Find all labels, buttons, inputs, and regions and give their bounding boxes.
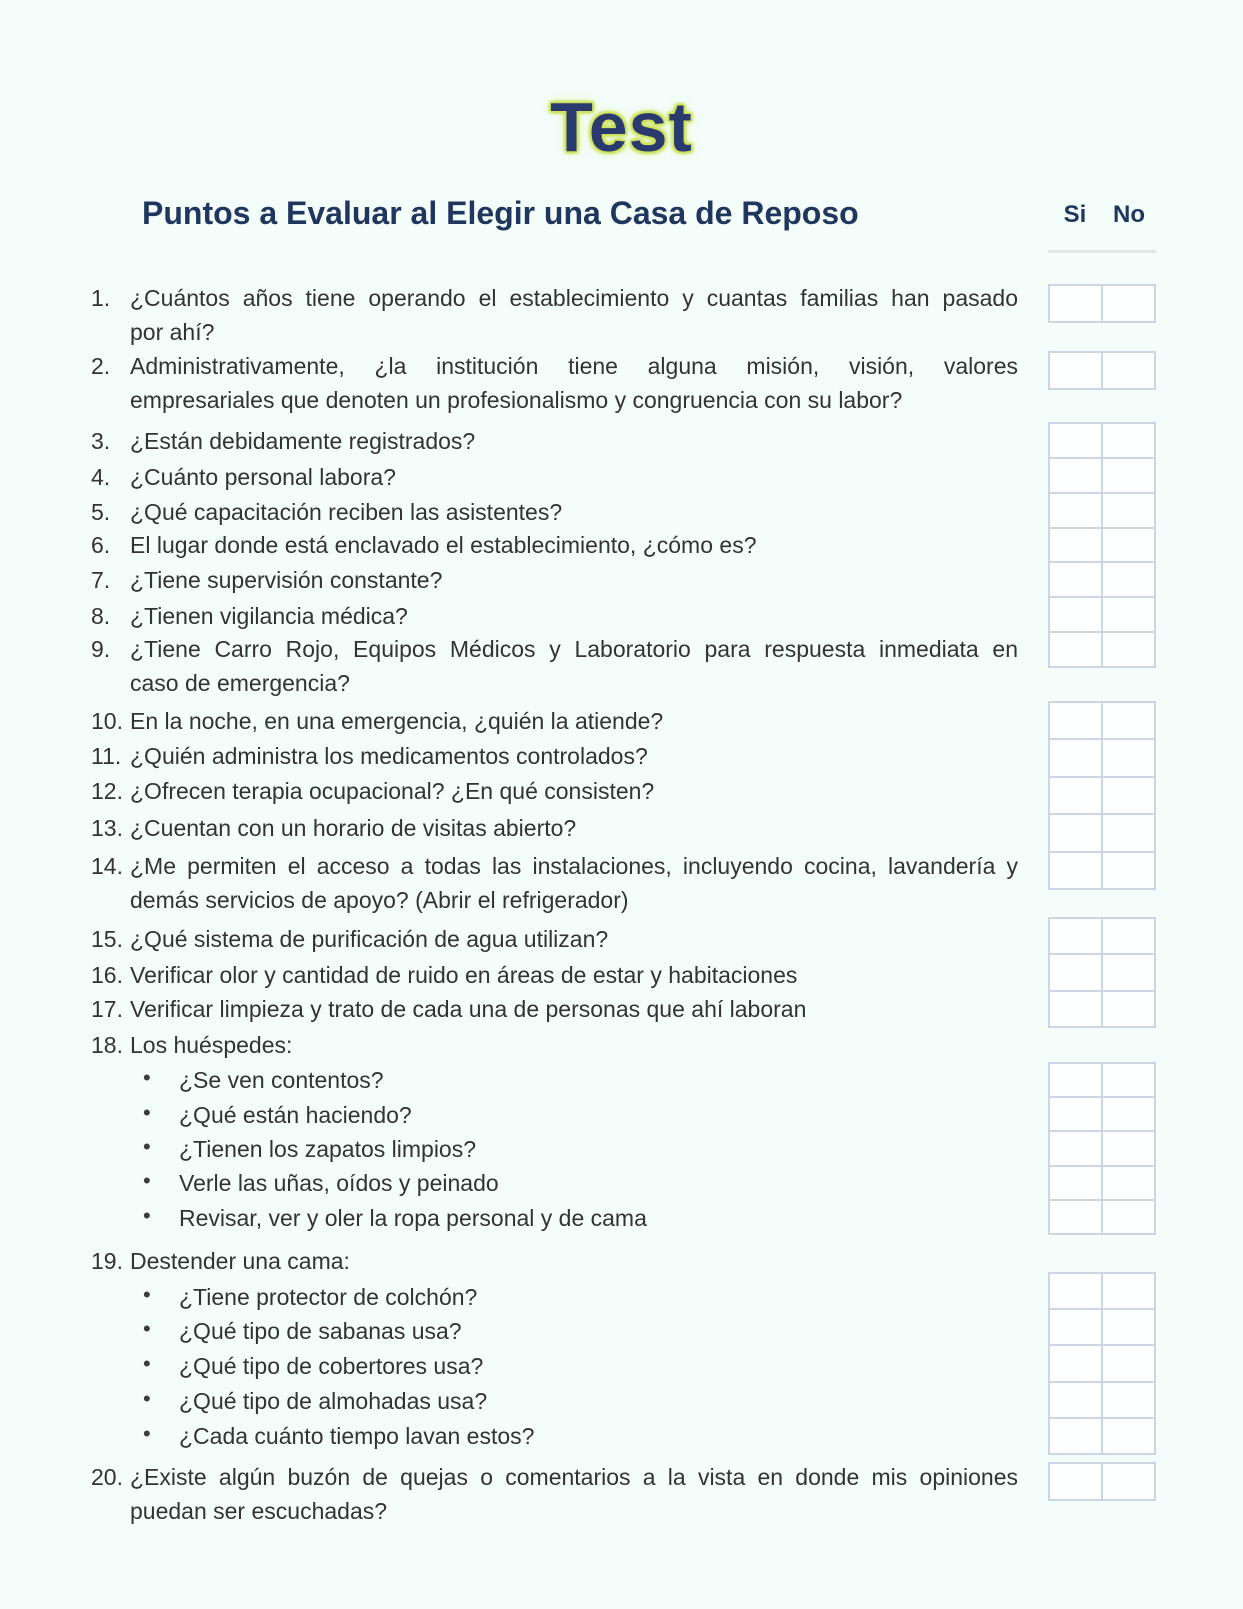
checklist-question (0, 739, 1018, 773)
checklist-bullet-item (0, 1280, 1018, 1314)
checkbox-group (1048, 917, 1156, 1028)
checklist-question (0, 1028, 1018, 1062)
checklist-bullet-item (0, 1314, 1018, 1348)
checkbox-no[interactable] (1101, 494, 1154, 527)
checklist-bullet-item (0, 1201, 1018, 1235)
checkbox-si[interactable] (1050, 853, 1101, 888)
question-number: 13. (91, 815, 123, 841)
question-text: ¿Tiene Carro Rojo, Equipos Médicos y Laboratorio para respuesta inmediata en caso de emergencia? (130, 636, 1018, 696)
bullet-icon: • (143, 1203, 151, 1228)
question-text: ¿Qué están haciendo? (179, 1102, 412, 1128)
question-text: ¿Tienen los zapatos limpios? (179, 1136, 477, 1162)
checkbox-no[interactable] (1101, 955, 1154, 989)
checkbox-row (1050, 1417, 1154, 1453)
question-text: ¿Existe algún buzón de quejas o comentarios a la vista en donde mis opiniones puedan ser escuchadas? (130, 1464, 1018, 1524)
checkbox-row (1050, 353, 1154, 388)
checklist-bullet-item (0, 1098, 1018, 1132)
checkbox-no[interactable] (1101, 815, 1154, 850)
bullet-icon: • (143, 1351, 151, 1376)
checklist-question (0, 495, 1018, 529)
checkbox-si[interactable] (1050, 1167, 1101, 1199)
checklist-question (0, 281, 1018, 349)
checkbox-row (1050, 527, 1154, 562)
checkbox-row (1050, 1096, 1154, 1130)
question-number: 7. (91, 567, 111, 593)
bullet-icon: • (143, 1282, 151, 1307)
bullet-icon: • (143, 1316, 151, 1341)
checkbox-row (1050, 596, 1154, 631)
checkbox-no[interactable] (1101, 563, 1154, 596)
question-text: ¿Cuánto personal labora? (130, 464, 396, 490)
checklist-question (0, 599, 1018, 633)
checkbox-row (1050, 631, 1154, 666)
question-number: 16. (91, 962, 123, 988)
question-number: 4. (91, 464, 111, 490)
question-number: 1. (91, 285, 111, 311)
question-number: 2. (91, 353, 111, 379)
yes-no-column-header (1048, 201, 1156, 229)
checklist-question (0, 922, 1018, 956)
checkbox-row (1050, 1165, 1154, 1199)
checkbox-no[interactable] (1101, 1064, 1154, 1096)
checkbox-si[interactable] (1050, 353, 1101, 388)
checklist-question (0, 424, 1018, 458)
checkbox-row (1050, 990, 1154, 1026)
question-text: Verificar olor y cantidad de ruido en áreas de estar y habitaciones (130, 962, 798, 988)
question-number: 15. (91, 926, 123, 952)
checkbox-row (1050, 424, 1154, 457)
checkbox-si[interactable] (1050, 598, 1101, 631)
question-text: Destender una cama: (130, 1248, 350, 1274)
column-header-no: No (1113, 201, 1145, 228)
question-text: Revisar, ver y oler la ropa personal y de cama (179, 1205, 647, 1231)
checkbox-no[interactable] (1101, 459, 1154, 492)
question-text: ¿Me permiten el acceso a todas las instalaciones, incluyendo cocina, lavandería y demás servicios de apoyo? (Abrir el refrigerador) (130, 853, 1018, 913)
checklist-bullet-item (0, 1132, 1018, 1166)
checkbox-no[interactable] (1101, 1464, 1154, 1499)
checkbox-si[interactable] (1050, 703, 1101, 738)
bullet-icon: • (143, 1065, 151, 1090)
section-title: Puntos a Evaluar al Elegir una Casa de Reposo (142, 195, 859, 231)
checkbox-si[interactable] (1050, 815, 1101, 850)
checkbox-no[interactable] (1101, 1167, 1154, 1199)
checkbox-si[interactable] (1050, 1464, 1101, 1499)
checkbox-row (1050, 1308, 1154, 1344)
checkbox-no[interactable] (1101, 1132, 1154, 1164)
question-text: ¿Tiene supervisión constante? (130, 567, 443, 593)
checklist-question (0, 811, 1018, 845)
checkbox-row (1050, 1344, 1154, 1380)
checkbox-si[interactable] (1050, 955, 1101, 989)
question-text: ¿Tienen vigilancia médica? (130, 603, 408, 629)
checkbox-no[interactable] (1101, 598, 1154, 631)
question-number: 18. (91, 1032, 123, 1058)
checkbox-row (1050, 1274, 1154, 1308)
question-text: ¿Qué tipo de cobertores usa? (179, 1353, 484, 1379)
question-text: Verle las uñas, oídos y peinado (179, 1170, 499, 1196)
checklist-bullet-item (0, 1384, 1018, 1418)
page-title: Test (550, 88, 693, 166)
question-text: ¿Qué capacitación reciben las asistentes? (130, 499, 563, 525)
checklist-bullet-item (0, 1166, 1018, 1200)
question-text: ¿Tiene protector de colchón? (179, 1284, 478, 1310)
checkbox-si[interactable] (1050, 1201, 1101, 1233)
checkbox-no[interactable] (1101, 286, 1154, 321)
checklist-question (0, 632, 1018, 700)
question-text: Administrativamente, ¿la institución tiene alguna misión, visión, valores empresariales que denoten un profesionalismo y congruencia con su labor? (130, 353, 1018, 413)
checkbox-no[interactable] (1101, 778, 1154, 813)
checklist-bullet-item (0, 1063, 1018, 1097)
checkbox-row (1050, 1381, 1154, 1417)
question-number: 17. (91, 996, 123, 1022)
checkbox-no[interactable] (1101, 633, 1154, 666)
question-number: 3. (91, 428, 111, 454)
bullet-icon: • (143, 1168, 151, 1193)
checklist-question (0, 704, 1018, 738)
question-number: 8. (91, 603, 111, 629)
question-text: ¿Están debidamente registrados? (130, 428, 476, 454)
checklist-question (0, 349, 1018, 417)
bullet-icon: • (143, 1134, 151, 1159)
question-number: 6. (91, 532, 111, 558)
question-number: 10. (91, 708, 123, 734)
checkbox-si[interactable] (1050, 563, 1101, 596)
checkbox-no[interactable] (1101, 1274, 1154, 1308)
checkbox-si[interactable] (1050, 1274, 1101, 1308)
checkbox-si[interactable] (1050, 1419, 1101, 1453)
checkbox-group (1048, 284, 1156, 323)
question-text: Verificar limpieza y trato de cada una de personas que ahí laboran (130, 996, 807, 1022)
checkbox-si[interactable] (1050, 1132, 1101, 1164)
checklist-question (0, 563, 1018, 597)
checklist-question (0, 774, 1018, 808)
checklist-question (0, 460, 1018, 494)
checkbox-no[interactable] (1101, 992, 1154, 1026)
checkbox-si[interactable] (1050, 1310, 1101, 1344)
question-text: ¿Cuántos años tiene operando el establecimiento y cuantas familias han pasado por ahí? (130, 285, 1018, 345)
question-number: 20. (91, 1464, 123, 1490)
bullet-icon: • (143, 1100, 151, 1125)
checkbox-si[interactable] (1050, 1346, 1101, 1380)
checkbox-row (1050, 738, 1154, 775)
checkbox-row (1050, 953, 1154, 989)
checkbox-row (1050, 919, 1154, 953)
checkbox-row (1050, 492, 1154, 527)
question-number: 5. (91, 499, 111, 525)
checkbox-group (1048, 1272, 1156, 1455)
checklist-question (0, 528, 1018, 562)
checklist-question (0, 1244, 1018, 1278)
checkbox-no[interactable] (1101, 1201, 1154, 1233)
checkbox-si[interactable] (1050, 778, 1101, 813)
question-text: ¿Quién administra los medicamentos controlados? (130, 743, 648, 769)
checkbox-row (1050, 457, 1154, 492)
checkbox-no[interactable] (1101, 853, 1154, 888)
checkbox-group (1048, 351, 1156, 390)
question-text: ¿Qué tipo de sabanas usa? (179, 1318, 462, 1344)
checkbox-row (1050, 1064, 1154, 1096)
checkbox-group (1048, 1462, 1156, 1501)
checkbox-group (1048, 422, 1156, 668)
question-text: El lugar donde está enclavado el establecimiento, ¿cómo es? (130, 532, 757, 558)
si-no-underline (1048, 250, 1156, 253)
checkbox-no[interactable] (1101, 1419, 1154, 1453)
checkbox-no[interactable] (1101, 1098, 1154, 1130)
checkbox-row (1050, 1130, 1154, 1164)
checkbox-no[interactable] (1101, 740, 1154, 775)
checkbox-si[interactable] (1050, 1098, 1101, 1130)
question-text: ¿Se ven contentos? (179, 1067, 384, 1093)
checkbox-si[interactable] (1050, 286, 1101, 321)
checkbox-si[interactable] (1050, 1383, 1101, 1417)
checklist-question (0, 958, 1018, 992)
checkbox-row (1050, 813, 1154, 850)
question-text: ¿Qué tipo de almohadas usa? (179, 1388, 488, 1414)
checkbox-no[interactable] (1101, 1310, 1154, 1344)
checkbox-group (1048, 701, 1156, 890)
question-number: 19. (91, 1248, 123, 1274)
checklist-question (0, 849, 1018, 917)
checkbox-row (1050, 776, 1154, 813)
checkbox-no[interactable] (1101, 529, 1154, 562)
checkbox-no[interactable] (1101, 1346, 1154, 1380)
question-number: 9. (91, 636, 111, 662)
checkbox-no[interactable] (1101, 919, 1154, 953)
question-text: ¿Ofrecen terapia ocupacional? ¿En qué consisten? (130, 778, 655, 804)
checkbox-si[interactable] (1050, 740, 1101, 775)
question-text: ¿Cuentan con un horario de visitas abierto? (130, 815, 577, 841)
checkbox-si[interactable] (1050, 459, 1101, 492)
checkbox-row (1050, 561, 1154, 596)
checklist-bullet-item (0, 1349, 1018, 1383)
checkbox-row (1050, 1464, 1154, 1499)
checklist-question (0, 992, 1018, 1026)
checkbox-si[interactable] (1050, 992, 1101, 1026)
question-number: 11. (91, 743, 122, 769)
checkbox-si[interactable] (1050, 1064, 1101, 1096)
checkbox-si[interactable] (1050, 424, 1101, 457)
checkbox-row (1050, 851, 1154, 888)
checkbox-si[interactable] (1050, 633, 1101, 666)
checkbox-si[interactable] (1050, 529, 1101, 562)
checkbox-si[interactable] (1050, 494, 1101, 527)
checkbox-group (1048, 1062, 1156, 1235)
question-number: 12. (91, 778, 123, 804)
checkbox-no[interactable] (1101, 703, 1154, 738)
question-text: ¿Cada cuánto tiempo lavan estos? (179, 1423, 535, 1449)
bullet-icon: • (143, 1386, 151, 1411)
checkbox-no[interactable] (1101, 1383, 1154, 1417)
question-number: 14. (91, 853, 123, 879)
question-text: ¿Qué sistema de purificación de agua utilizan? (130, 926, 609, 952)
bullet-icon: • (143, 1421, 151, 1446)
checkbox-no[interactable] (1101, 424, 1154, 457)
column-header-si: Si (1063, 201, 1087, 228)
checkbox-si[interactable] (1050, 919, 1101, 953)
checkbox-row (1050, 703, 1154, 738)
question-text: En la noche, en una emergencia, ¿quién la atiende? (130, 708, 664, 734)
question-text: Los huéspedes: (130, 1032, 293, 1058)
checklist-bullet-item (0, 1419, 1018, 1453)
checkbox-row (1050, 1199, 1154, 1233)
checklist-question (0, 1460, 1018, 1528)
checkbox-row (1050, 286, 1154, 321)
checkbox-no[interactable] (1101, 353, 1154, 388)
